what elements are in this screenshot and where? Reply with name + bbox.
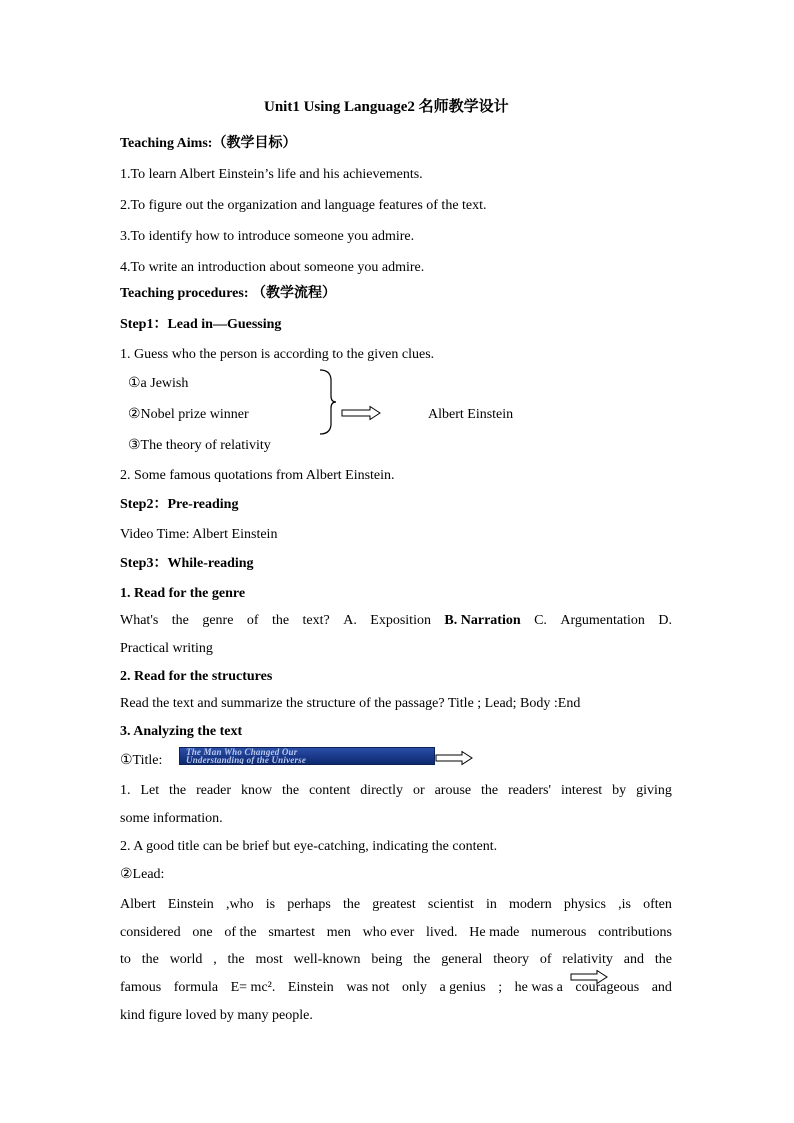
aim-item: 2.To figure out the organization and language features of the text. (120, 198, 487, 213)
aim-item: 1.To learn Albert Einstein’s life and his achievements. (120, 167, 423, 182)
title-label: ①Title: (120, 753, 163, 768)
clue-item: ②Nobel prize winner (128, 407, 249, 422)
step2-heading: Step2：Pre-reading (120, 497, 239, 512)
lead-line: considered one of the smartest men who ever lived. He made numerous contributions (120, 925, 672, 940)
genre-question: What's the genre of the text? A. Exposition B. Narration C. Argumentation D. (120, 613, 672, 628)
right-brace-icon (318, 369, 338, 435)
title-banner: The Man Who Changed Our Understanding of the Universe (179, 747, 435, 765)
title-point: 2. A good title can be brief but eye-catching, indicating the content. (120, 839, 498, 854)
lead-line-last: kind figure loved by many people. (120, 1008, 313, 1023)
aims-heading: Teaching Aims:（教学目标） (120, 136, 297, 151)
aim-item: 4.To write an introduction about someone you admire. (120, 260, 425, 275)
lead-line: to the world , the most well-known being the general theory of relativity and the (120, 952, 672, 967)
arrow-right-icon (436, 751, 476, 765)
analyzing-heading: 3. Analyzing the text (120, 724, 243, 739)
step1-heading: Step1：Lead in—Guessing (120, 317, 282, 332)
step1-quotations: 2. Some famous quotations from Albert Einstein. (120, 468, 395, 483)
lead-line: Albert Einstein ,who is perhaps the greatest scientist in modern physics ,is often (120, 897, 672, 912)
clue-item: ①a Jewish (128, 376, 189, 391)
lead-label: ②Lead: (120, 867, 165, 882)
video-time: Video Time: Albert Einstein (120, 527, 278, 542)
aim-item: 3.To identify how to introduce someone you admire. (120, 229, 415, 244)
step1-question: 1. Guess who the person is according to the given clues. (120, 347, 435, 362)
arrow-right-icon (342, 406, 382, 420)
procedures-heading: Teaching procedures: （教学流程） (120, 286, 336, 301)
page-title: Unit1 Using Language2 名师教学设计 (264, 99, 509, 115)
genre-heading: 1. Read for the genre (120, 586, 246, 601)
lead-line: famous formula E= mc². Einstein was not only a genius ; he was a courageous and (120, 980, 672, 995)
correct-answer: B. Narration (444, 613, 521, 628)
genre-question-cont: Practical writing (120, 641, 213, 656)
step3-heading: Step3：While-reading (120, 556, 254, 571)
structures-text: Read the text and summarize the structure of the passage? Title ; Lead; Body :End (120, 696, 581, 711)
title-point: 1. Let the reader know the content directly or arouse the readers' interest by giving (120, 783, 672, 798)
clue-answer: Albert Einstein (428, 407, 514, 422)
clue-item: ③The theory of relativity (128, 438, 271, 453)
title-point-cont: some information. (120, 811, 223, 826)
structures-heading: 2. Read for the structures (120, 669, 273, 684)
